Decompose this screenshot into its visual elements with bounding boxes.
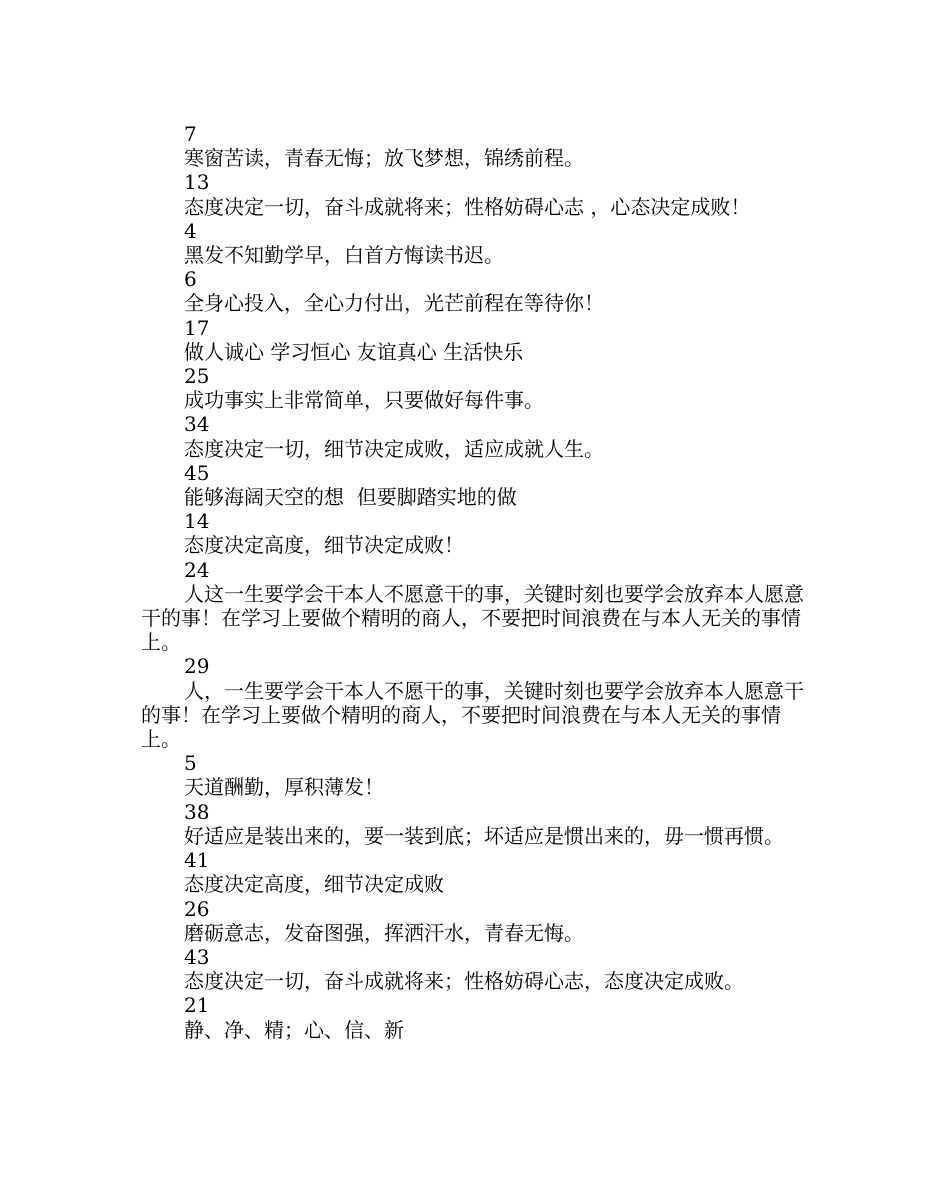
entry-text: 磨砺意志，发奋图强，挥洒汗水，青春无悔。 [184, 920, 584, 945]
entry-number: 4 [184, 218, 197, 243]
entry-text: 态度决定一切，奋斗成就将来；性格妨碍心志，态度决定成败。 [184, 969, 744, 994]
entry-text: 态度决定高度，细节决定成败！ [184, 533, 464, 558]
entry-text: 人这一生要学会干本人不愿意干的事，关键时刻也要学会放弃本人愿意干的事！在学习上要做个精明的商人，不要把时间浪费在与本人无关的事情上。 [141, 581, 804, 655]
entry-text: 能够海阔天空的想 但要脚踏实地的做 [184, 485, 517, 510]
entry-text: 成功事实上非常简单，只要做好每件事。 [184, 388, 544, 413]
quote-list [141, 122, 813, 1042]
entry-number: 25 [184, 364, 210, 389]
entry-number: 17 [184, 315, 210, 340]
entry-number: 38 [184, 799, 210, 824]
entry-text: 好适应是装出来的，要一装到底；坏适应是惯出来的，毋一惯再惯。 [184, 823, 784, 848]
entry-number: 24 [184, 557, 210, 582]
entry-text: 寒窗苦读，青春无悔；放飞梦想，锦绣前程。 [184, 146, 584, 171]
entry-text: 态度决定一切，细节决定成败，适应成就人生。 [184, 436, 604, 461]
entry-number: 34 [184, 412, 210, 437]
entry-number: 43 [184, 944, 210, 969]
entry-number: 5 [184, 751, 197, 776]
entry-number: 29 [184, 654, 210, 679]
entry-number: 7 [184, 122, 197, 146]
entry-number: 6 [184, 267, 197, 292]
entry-number: 45 [184, 460, 210, 485]
entry-text: 态度决定高度，细节决定成败 [184, 872, 444, 897]
entry-text: 静、净、精；心、信、新 [184, 1017, 404, 1042]
entry-text: 黑发不知勤学早，白首方悔读书迟。 [184, 243, 504, 268]
entry-number: 21 [184, 993, 210, 1018]
entry-number: 26 [184, 896, 210, 921]
entry-text: 态度决定一切，奋斗成就将来；性格妨碍心志 ，心态决定成败！ [184, 194, 751, 219]
entry-text: 全身心投入，全心力付出，光芒前程在等待你！ [184, 291, 604, 316]
entry-text: 做人诚心 学习恒心 友谊真心 生活快乐 [184, 339, 524, 364]
entry-text: 人，一生要学会干本人不愿干的事，关键时刻也要学会放弃本人愿意干的事！在学习上要做个精明的商人，不要把时间浪费在与本人无关的事情上。 [141, 678, 804, 752]
entry-text: 天道酬勤，厚积薄发！ [184, 775, 384, 800]
entry-number: 13 [184, 170, 210, 195]
entry-number: 41 [184, 848, 210, 873]
entry-number: 14 [184, 509, 210, 534]
